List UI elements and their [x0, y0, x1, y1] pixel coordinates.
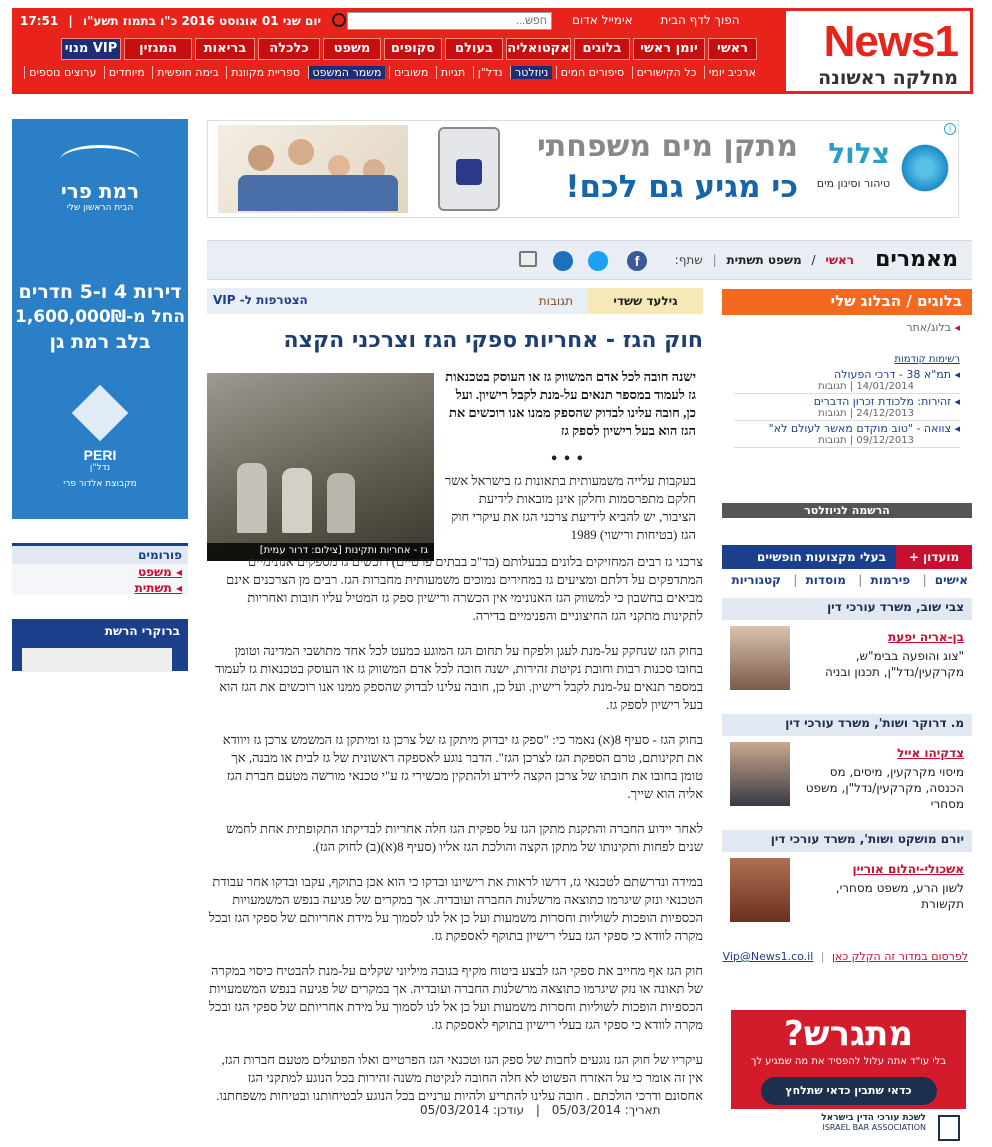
club-title[interactable]: מועדון + [896, 545, 972, 569]
nav-scoops[interactable]: סקופים [384, 38, 442, 60]
paragraph-1: בעקבות עלייה משמעותית בתאונות גז בישראל אשר חלקם מתפרסמות וחלקן אינן מובאות לידיעת הציבור, יש להביא לידיעת צרכני הגז את עיקרי חוק הגז (בטיחות ורישוי) 1989 [444, 473, 696, 542]
subnav-free-stage[interactable]: בימה חופשית [152, 66, 223, 79]
blog-post[interactable]: ◂ זהירות: מלכודת זכרון הדברים 24/12/2013 | תגובות [734, 394, 960, 421]
subnav-hot[interactable]: סיפורים חמים [556, 66, 628, 79]
red-email-link[interactable]: אימייל אדום [572, 13, 633, 27]
bar-ad-button[interactable]: כדאי שתבין כדאי שתלחץ [761, 1077, 937, 1105]
homepage-link[interactable]: הפוך לדף הבית [660, 13, 740, 27]
lawyer-card[interactable] [722, 598, 972, 708]
lawyer-desc: מיסוי מקרקעין, מיסים, מס הכנסה, מקרקעין/נדל"ן, משפט מסחרי [805, 765, 964, 811]
lawyer-firm: צבי שוב, משרד עורכי דין [722, 598, 972, 620]
nav-daily[interactable]: יומן ראשי [633, 38, 705, 60]
forum-item-infra[interactable]: ◂ תשתית [134, 581, 182, 595]
club-tab-people[interactable]: אישים [934, 573, 968, 587]
paragraph-6: במידה ונדרשתם לטכנאי גז, דרשו לראות את רישיונו ובדקו כי הוא אכן בתוקף, עקבו ובדקו אחר עבודת הטכנאי ונזק שיגרמו כתוצאה מרשלנות החברה ועובדיה. אך במקרים של פגיעה בנפש המשמעויות הכספיות הופכות לשוליות וחסרות משמעות ועל כן אל לנו לסמוך על מידת אחריותם של ספקי הגז ובכל מקרה לוודא כי ספקי הגז בעלי רישיון בתוקף לאספקת גז. [208, 874, 703, 943]
blogs-header: בלוגים / הבלוג שלי [722, 289, 972, 315]
vip-join-link[interactable]: הצטרפות ל- VIP [213, 293, 308, 307]
left-ad-line2: החל מ-1,600,000₪ [14, 307, 185, 327]
bar-ad-org-en: ISRAEL BAR ASSOCIATION [822, 1123, 926, 1132]
forum-item-law[interactable]: ◂ משפט [137, 565, 182, 579]
comments-tab[interactable]: תגובות [538, 294, 573, 308]
nav-vip[interactable]: מנוי VIP [61, 38, 121, 60]
breadcrumb-bar [207, 240, 972, 280]
forums-box [12, 543, 188, 595]
left-ad-company: PERI [83, 447, 117, 463]
sub-navigation [20, 66, 760, 82]
article-body [207, 553, 703, 1122]
advertise-link[interactable]: לפרסום במדור זה הקלק כאן [831, 950, 968, 963]
subnav-archive[interactable]: ארכיב יומי [704, 66, 760, 79]
bar-ad-org-box [731, 1109, 966, 1147]
bar-ad-title: מתגרש? [784, 1014, 913, 1054]
facebook-icon[interactable]: f [627, 251, 647, 271]
twitter-icon[interactable] [588, 251, 608, 271]
club-tab-institutions[interactable]: מוסדות [805, 573, 846, 587]
club-header [722, 545, 972, 569]
club-tab-firms[interactable]: פירמות [870, 573, 911, 587]
recent-posts-label[interactable]: רשימות קודמות [894, 354, 960, 365]
subnav-feedback[interactable]: משובים [389, 66, 432, 79]
search-icon[interactable] [332, 13, 346, 27]
time-text: 17:51 [20, 14, 59, 28]
email-share-icon[interactable] [553, 251, 573, 271]
club-tab-categories[interactable]: קטגוריות [731, 573, 781, 587]
author-bar [207, 288, 703, 314]
paragraph-8: עיקריו של חוק הגז נוגעים לחבות של ספק הגז וטכנאי הגז הפרטיים ואלו הפועלים מטעם חברות הגז, אין זה אומר כי על האזרח הפשוט לא חלה החובה לנקיטת משנה זהירות בכל הנוגע למתקני הגז אחסונם ודרכי הולכתם . חובה עלינו להתריע ולהיות ערניים בכל הנוגע לבטיחותנו ובטיחות משפחתנו. [216, 1052, 703, 1103]
paragraph-2: צרכני גז רבים המחזיקים בלונים בבעלותם (בד"כ בבתים פרטיים) רוכשים גז מספקים אנונימיים המתדפקים על דלתם ומציעים גז במחירים נמוכים משמעותית מחברות הגז. רבים מן הצרכנים אינם מביאים בחשבון כי למשווק הגז האנונימי אין הכשרה ורישיון ספק גז המטיל עליו חובות ואחריות לתקינות מתקני הגז החיצוניים והפנימיים בדירה. [226, 554, 703, 623]
print-icon[interactable] [519, 251, 537, 267]
subnav-tags[interactable]: תגיות [436, 66, 469, 79]
peri-logo-icon [72, 385, 129, 442]
lawyer-name[interactable]: בן-אריה יפעת [888, 630, 964, 644]
site-header [12, 8, 973, 94]
section-title: מאמרים [875, 247, 958, 272]
logo-main: News1 [823, 17, 958, 66]
lawyer-desc: לשון הרע, משפט מסחרי, תקשורת [835, 881, 964, 911]
blog-post[interactable]: ◂ תמ"א 38 - דרכי הפעולה 14/01/2014 | תגובות [734, 367, 960, 394]
subnav-realestate[interactable]: נדל"ן [473, 66, 507, 79]
nav-world[interactable]: בעולם [445, 38, 503, 60]
lawyer-desc: "צוג והופעה בבימ"ש, מקרקעין/נדל"ן, תכנון ובניה [825, 649, 964, 679]
subnav-law-guard[interactable]: משמר המשפט [308, 66, 386, 79]
bar-ad-line: בלי עו"ד אתה עלול להפסיד את מה שמגיע לך [750, 1056, 947, 1067]
lawyer-card[interactable] [722, 714, 972, 824]
nav-economy[interactable]: כלכלה [258, 38, 320, 60]
nav-health[interactable]: בריאות [195, 38, 255, 60]
ad-line2: כי מגיע גם לכם! [565, 169, 798, 205]
ad-line1: מתקן מים משפחתי [536, 129, 798, 164]
author-name[interactable]: גילעד ששדי [588, 288, 703, 314]
advertise-email[interactable]: Vip@News1.co.il [722, 950, 814, 963]
blog-about-link[interactable]: ◂ בלוג/אתר [906, 321, 960, 334]
ramat-peri-logo-icon [60, 145, 140, 175]
blog-post[interactable]: ◂ צוואה - "טוב מוקדם מאשר לעולם לא" 09/12/2013 | תגובות [734, 421, 960, 448]
left-ad-company-tag: מקבוצת אלדור פרי [63, 479, 137, 489]
left-ad-brand-sub: הבית הראשון שלי [66, 203, 134, 213]
paragraph-3: בחוק הגז שנחקק על-מנת לעגן ולפקח על תחום הגז המוגע כמעט לכל אחד מתושבי המדינה וטומן בחובו סכנות רבות וחובת נקיטת זהירות, ישנה חובה לכל אדם המשווק גז או העוסק בטכנאות גז לעמוד במספר תנאים על-מנת לקבל רישיון. ועל כן, חובה עלינו לבדוק שהספק ממנו אנו רוכשים את הגז הוא בעל רישיון לספק גז. [214, 643, 703, 712]
club-subtitle: בעלי מקצועות חופשיים [756, 550, 886, 564]
nav-current[interactable]: אקטואליה [506, 38, 571, 60]
bar-association-ad[interactable] [731, 1010, 966, 1147]
lawyer-name[interactable]: צדקיהו אייל [897, 746, 964, 760]
lawyer-name[interactable]: אשכולי-יהלום אוריין [852, 862, 964, 876]
subnav-links[interactable]: כל הקישורים [632, 66, 701, 79]
forums-title: פורומים [12, 546, 188, 564]
water-dispenser-image [438, 127, 500, 211]
bar-ad-org: לשכת עורכי הדין בישראל [821, 1113, 926, 1123]
breadcrumb: ראשי / משפט תשתית | שתף: [674, 253, 854, 267]
date-text: יום שני 01 אוגוסט 2016 כ"ו בתמוז תשע"ו [82, 14, 321, 28]
paragraph-5: לאחר יידוע החברה והתקנת מתקן הגז על ספקית הגז חלה אחריות לבדיקתו התקופתית אחת לחמש שנים לפחות ותקינותו של מתקן הקצה והולכת הגז אליו (סעיף 8(א)(ב) לחוק הגז). [226, 821, 703, 854]
blog-posts [722, 367, 972, 448]
lawyer-photo [730, 626, 790, 690]
publish-date: 05/03/2014 [551, 1103, 621, 1117]
left-ad-brand: רמת פרי [60, 179, 140, 203]
paragraph-7: חוק הגז אף מחייב את ספקי הגז לבצע ביטוח מקיף בגובה מיליוני שקלים על-מנת להבטיח כיסוי במקרה של תאונה או נזק שיגרמו כתוצאה מרשלנות החברה ועובדיה. אך במקרים של פגיעה בנפש המשמעויות הכספיות הופכות לשוליות וחסרות משמעות ועל כן אל לנו לסמוך על מידת אחריותם של ספקי הגז ובכל מקרה לוודא כי ספקי הגז בעלי רישיון בתוקף לאספקת גז. [208, 963, 703, 1032]
club-tabs: אישים| פירמות| מוסדות| קטגוריות [731, 573, 968, 587]
search-input[interactable] [347, 12, 552, 30]
lawyer-photo [730, 742, 790, 806]
lawyer-firm: יורם מושקט ושות', משרד עורכי דין [722, 830, 972, 852]
subnav-newsletter[interactable]: ניוזלטר [510, 66, 552, 79]
lead-dots: • • • [550, 452, 584, 467]
advertise-row: לפרסום במדור זה הקלק כאן | Vip@News1.co.il [722, 950, 968, 963]
article-body-top [444, 472, 696, 561]
top-banner-ad[interactable] [207, 120, 959, 218]
scales-icon [938, 1115, 960, 1141]
crumb-home[interactable]: ראשי [825, 253, 854, 267]
left-ad-line3: בלב רמת גן [49, 331, 151, 353]
blogs-box [722, 289, 972, 479]
article-lead: ישנה חובה לכל אדם המשווק גז או העוסק בטכנאות גז לעמוד במספר תנאים על-מנת לקבל רישיון. ועל כן, חובה עלינו לבדוק שהספק ממנו אנו רוכשים את הגז הוא בעל רישיון לספק גז [445, 369, 696, 438]
family-photo [218, 125, 408, 213]
brokers-image[interactable] [22, 648, 172, 672]
article-dates: תאריך: 05/03/2014 | עודכן: 05/03/2014 [420, 1103, 661, 1117]
lawyer-card[interactable] [722, 830, 972, 940]
article-image[interactable] [207, 373, 434, 561]
brokers-title: ברוקרי הרשת [104, 624, 180, 638]
image-caption: גז - אחריות ותקינות [צילום: דרור עמית] [207, 543, 434, 561]
brokers-box [12, 619, 188, 671]
nav-home[interactable]: ראשי [708, 38, 757, 60]
paragraph-4: בחוק הגז - סעיף 8(א) נאמר כי: "ספק גז יבדוק מיתקן גז של צרכן גז ומיתקן גז המשמש צרכן גז ויוודא את תקינותם, טרם הספקת הגז לצרכן הגז". הדבר נוגע לאספקה ראשונית של גז לבית או מבנה, אך טומן בחובו את חובתו של צרכן הקצה ליידע ולהתקין מכשירי גז ע"י טכנאי מורשה מטעם חברת הגז אליה הוא שייך. [222, 732, 703, 801]
left-ad-line1: דירות 4 ו-5 חדרים [18, 281, 182, 303]
top-links [572, 13, 740, 27]
lawyer-photo [730, 858, 790, 922]
logo-sub: מחלקה ראשונה [818, 67, 958, 89]
nav-magazine[interactable]: המגזין [124, 38, 192, 60]
blogs-subtitle: הבלוג שלי [830, 292, 902, 310]
subnav-library[interactable]: ספריית מקוונת [226, 66, 304, 79]
ad-brand-sub: טיהור וסינון מים [816, 177, 890, 190]
site-logo[interactable] [783, 8, 973, 94]
crumb-section[interactable]: משפט תשתית [726, 253, 802, 267]
update-date: 05/03/2014 [420, 1103, 490, 1117]
subnav-special[interactable]: מיוחדים [104, 66, 149, 79]
lawyer-firm: מ. דרוקר ושות', משרד עורכי דין [722, 714, 972, 736]
ad-logo-icon [898, 141, 952, 195]
subnav-more[interactable]: ערוצים נוספים [24, 66, 100, 79]
nav-law[interactable]: משפט [323, 38, 381, 60]
left-ad-company-sub: נדל"ן [89, 463, 111, 473]
blogs-title[interactable]: בלוגים [917, 292, 962, 310]
adchoices-icon[interactable]: i [944, 123, 956, 135]
newsletter-signup[interactable]: הרשמה לניוזלטר [722, 503, 972, 518]
date-display: יום שני 01 אוגוסט 2016 כ"ו בתמוז תשע"ו | 17:51 [20, 14, 321, 28]
article-title: חוק הגז - אחריות ספקי הגז וצרכני הקצה [283, 328, 703, 353]
left-side-ad[interactable] [12, 119, 188, 519]
nav-blogs[interactable]: בלוגים [574, 38, 630, 60]
ad-brand: צלול [828, 137, 890, 170]
share-label: שתף: [674, 253, 703, 267]
